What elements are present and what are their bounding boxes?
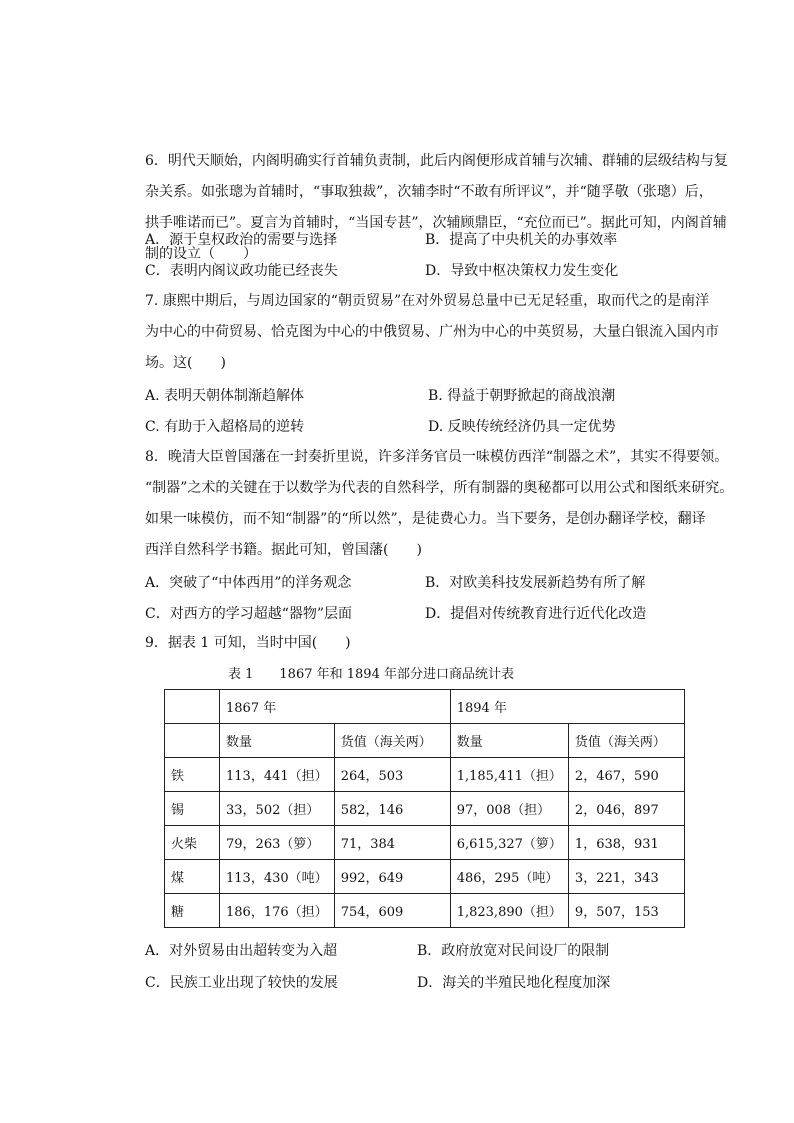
q9-stem-text: 9．据表 1 可知，当时中国( ) (145, 635, 351, 651)
q8-line: 8．晚清大臣曾国藩在一封奏折里说，许多洋务官员一味模仿西洋“制器之术”，其实不得要领。 (145, 449, 729, 465)
commodity-cell: 锡 (165, 792, 220, 826)
table-empty-cell (165, 724, 220, 758)
q9-option-d[interactable]: D．海关的半殖民地化程度加深 (417, 975, 611, 991)
q7-option-b[interactable]: B. 得益于朝野掀起的商战浪潮 (428, 388, 616, 404)
table-row (165, 758, 685, 792)
table-cell: 1,185,411（担） (450, 758, 568, 792)
q6-option-b[interactable]: B．提高了中央机关的办事效率 (425, 232, 618, 248)
q6-line: 拱手唯诺而已”。夏言为首辅时，“当国专甚”，次辅顾鼎臣，“充位而已”。据此可知，内阁首辅 (145, 215, 727, 231)
q7-line: 为中心的中荷贸易、恰克图为中心的中俄贸易、广州为中心的中英贸易，大量白银流入国内市 (145, 324, 719, 340)
table-subheader-row (165, 724, 685, 758)
subheader-value-1867: 货值（海关两） (334, 724, 450, 758)
q6-option-c[interactable]: C．表明内阁议政功能已经丧失 (145, 263, 338, 279)
subheader-quantity-1867: 数量 (220, 724, 335, 758)
commodity-cell: 铁 (165, 758, 220, 792)
commodity-cell: 糖 (165, 894, 220, 928)
q9-option-b[interactable]: B．政府放宽对民间设厂的限制 (417, 943, 610, 959)
table-row (165, 792, 685, 826)
q8-line: “制器”之术的关键在于以数学为代表的自然科学，所有制器的奥秘都可以用公式和图纸来研究。 (145, 480, 734, 496)
q7-option-d[interactable]: D. 反映传统经济仍具一定优势 (428, 419, 616, 435)
table-cell: 2，046，897 (568, 792, 684, 826)
year-1894-header: 1894 年 (450, 690, 684, 724)
table-cell: 6,615,327（箩） (450, 826, 568, 860)
table-row (165, 894, 685, 928)
q9-option-a[interactable]: A．对外贸易由出超转变为入超 (145, 943, 338, 959)
year-1867-header: 1867 年 (220, 690, 451, 724)
question-9-stem (145, 628, 735, 659)
q8-option-b[interactable]: B．对欧美科技发展新趋势有所了解 (425, 575, 646, 591)
q6-line: 杂关系。如张璁为首辅时，“事取独裁”，次辅李时“不敢有所评议”，并“随孚敬（张璁）后， (145, 184, 713, 200)
table-caption: 表 1 1867 年和 1894 年部分进口商品统计表 (228, 667, 514, 682)
table-cell: 97，008（担） (450, 792, 568, 826)
q7-option-c[interactable]: C. 有助于入超格局的逆转 (145, 419, 305, 435)
table-row (165, 860, 685, 894)
subheader-value-1894: 货值（海关两） (568, 724, 684, 758)
table-cell: 71，384 (334, 826, 450, 860)
q6-option-d[interactable]: D．导致中枢决策权力发生变化 (425, 263, 619, 279)
table-header-row (165, 690, 685, 724)
table-cell: 486，295（吨） (450, 860, 568, 894)
q6-line: 6．明代天顺始，内阁明确实行首辅负责制，此后内阁便形成首辅与次辅、群辅的层级结构与复 (145, 153, 728, 169)
question-6-stem (145, 146, 735, 270)
q6-option-a[interactable]: A．源于皇权政治的需要与选择 (145, 232, 338, 248)
q8-line: 如果一味模仿，而不知“制器”的“所以然”，是徒费心力。当下要务，是创办翻译学校，翻译 (145, 511, 706, 527)
table-cell: 186，176（担） (220, 894, 335, 928)
table-cell: 1,823,890（担） (450, 894, 568, 928)
q9-option-c[interactable]: C．民族工业出现了较快的发展 (145, 975, 338, 991)
commodity-cell: 煤 (165, 860, 220, 894)
table-row (165, 826, 685, 860)
table-cell: 113，430（吨） (220, 860, 335, 894)
commodity-cell: 火柴 (165, 826, 220, 860)
q8-option-d[interactable]: D．提倡对传统教育进行近代化改造 (425, 606, 647, 622)
q8-line: 西洋自然科学书籍。据此可知，曾国藩( ) (145, 542, 422, 558)
q8-option-c[interactable]: C．对西方的学习超越“器物”层面 (145, 606, 353, 622)
table-cell: 992，649 (334, 860, 450, 894)
table-cell: 79，263（箩） (220, 826, 335, 860)
table-cell: 33，502（担） (220, 792, 335, 826)
table-cell: 3，221，343 (568, 860, 684, 894)
table-cell: 582，146 (334, 792, 450, 826)
q6-line: 制的设立（ ） (145, 246, 257, 262)
table-cell: 754，609 (334, 894, 450, 928)
question-7-stem (145, 286, 735, 379)
table-cell: 113，441（担） (220, 758, 335, 792)
import-statistics-table (164, 689, 685, 928)
table-corner-cell (165, 690, 220, 724)
q7-line: 场。这( ) (145, 355, 226, 371)
table-cell: 1，638，931 (568, 826, 684, 860)
question-8-stem (145, 442, 745, 566)
q7-line: 7. 康熙中期后，与周边国家的“朝贡贸易”在对外贸易总量中已无足轻重，取而代之的是南洋 (145, 293, 710, 309)
subheader-quantity-1894: 数量 (450, 724, 568, 758)
q7-option-a[interactable]: A. 表明天朝体制渐趋解体 (145, 388, 305, 404)
table-cell: 2，467，590 (568, 758, 684, 792)
q8-option-a[interactable]: A．突破了“中体西用”的洋务观念 (145, 575, 352, 591)
table-cell: 264，503 (334, 758, 450, 792)
table-cell: 9，507，153 (568, 894, 684, 928)
